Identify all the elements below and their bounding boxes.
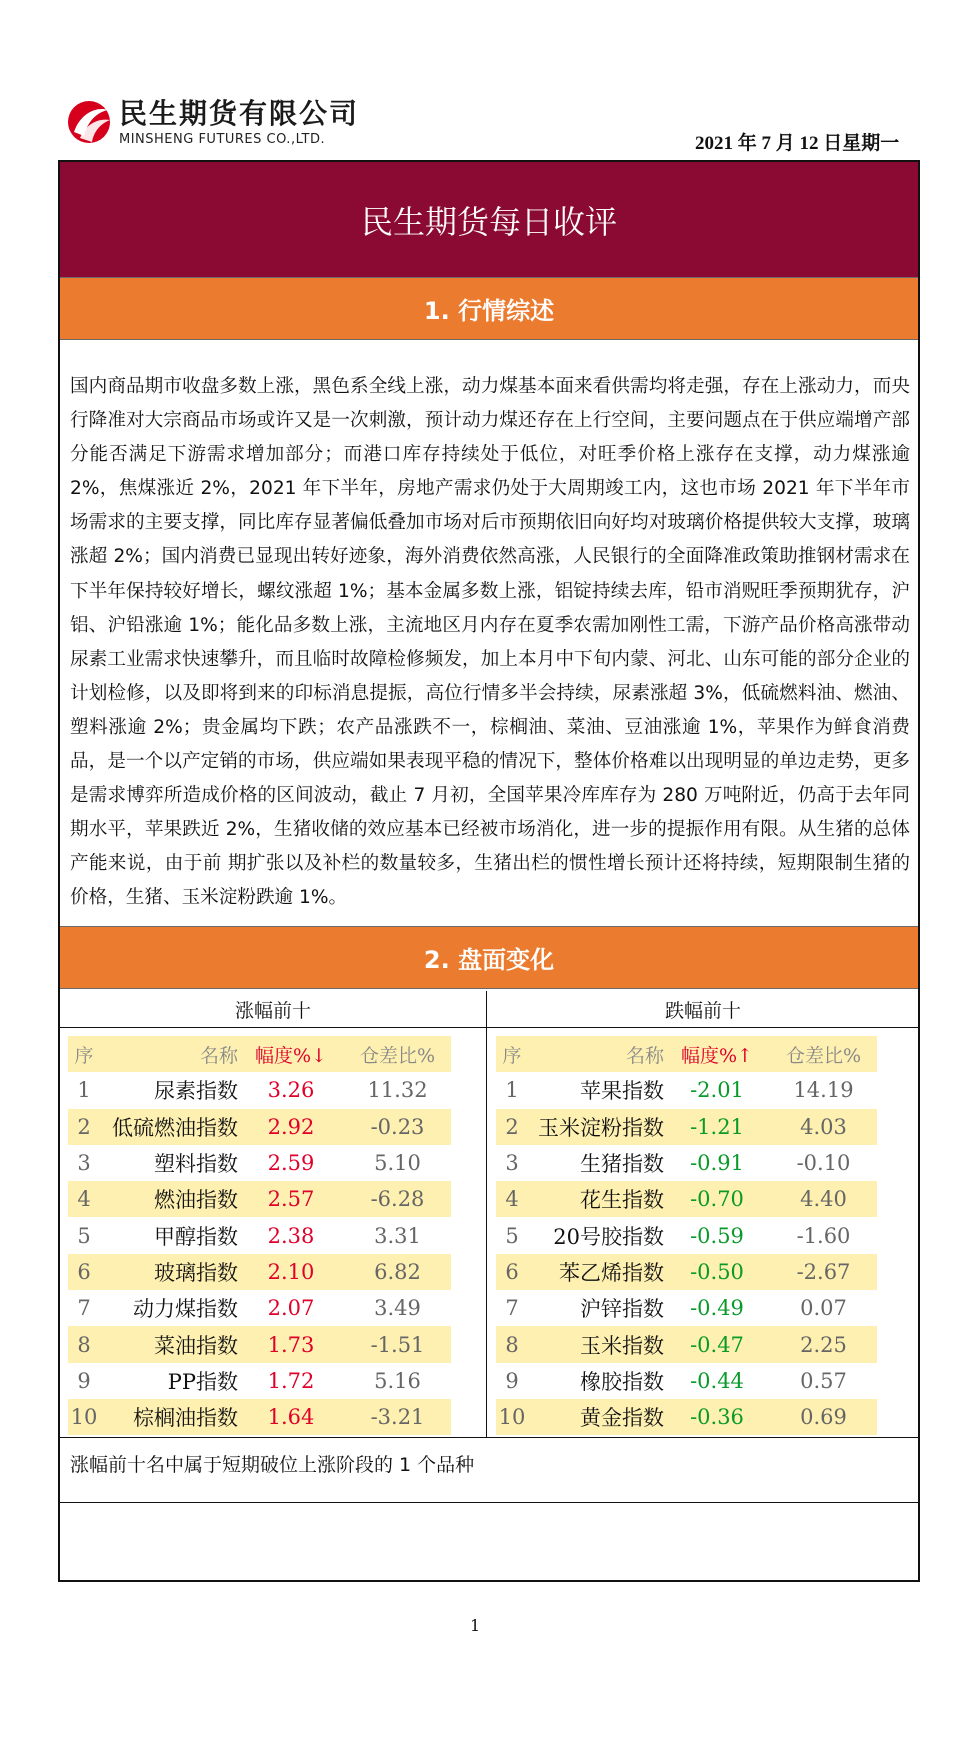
col-no: 序	[496, 1036, 528, 1072]
table-row	[68, 1145, 451, 1181]
table-row	[496, 1290, 877, 1326]
row-name: 低硫燃油指数	[100, 1109, 238, 1145]
row-name: 苹果指数	[580, 1079, 664, 1104]
column-divider	[486, 991, 487, 1437]
row-number: 5	[505, 1223, 519, 1248]
section-board-changes-header: 2. 盘面变化	[60, 926, 918, 989]
row-number: 9	[505, 1368, 519, 1393]
divider	[60, 1027, 918, 1028]
row-number: 1	[505, 1078, 519, 1103]
section-market-summary-header: 1. 行情综述	[60, 277, 918, 340]
row-name: 黄金指数	[528, 1399, 664, 1435]
row-number: 10	[68, 1399, 100, 1435]
row-oi-ratio: 0.57	[800, 1368, 847, 1393]
row-name: 苯乙烯指数	[528, 1254, 664, 1290]
row-number: 2	[496, 1109, 528, 1145]
row-number: 8	[68, 1326, 100, 1362]
row-name: 沪锌指数	[580, 1297, 664, 1322]
row-name: 生猪指数	[580, 1152, 664, 1177]
row-oi-ratio: -2.67	[770, 1254, 877, 1290]
gainers-title: 涨幅前十	[234, 999, 311, 1022]
row-oi-ratio: 2.25	[770, 1326, 877, 1362]
row-oi-ratio: 0.69	[770, 1399, 877, 1435]
row-oi-ratio: -3.21	[344, 1399, 451, 1435]
row-change: -1.21	[664, 1109, 770, 1145]
col-change: 幅度%↑	[664, 1036, 770, 1072]
row-change: 2.38	[267, 1223, 315, 1248]
row-change: -0.70	[664, 1181, 770, 1217]
row-change: 2.59	[267, 1151, 315, 1176]
col-change: 幅度%↓	[238, 1036, 344, 1072]
row-change: -0.47	[664, 1326, 770, 1362]
row-name: 棕榈油指数	[100, 1399, 238, 1435]
row-number: 3	[77, 1151, 91, 1176]
row-name: 塑料指数	[154, 1152, 238, 1177]
table-row	[496, 1217, 877, 1253]
divider	[60, 1502, 918, 1503]
row-change: -0.44	[690, 1368, 744, 1393]
row-change: 2.92	[238, 1109, 344, 1145]
row-name: PP指数	[167, 1369, 238, 1394]
col-oi-ratio: 仓差比%	[770, 1036, 877, 1072]
row-name: 橡胶指数	[580, 1369, 664, 1394]
row-change: 2.57	[238, 1181, 344, 1217]
row-oi-ratio: 4.03	[770, 1109, 877, 1145]
row-change: 2.10	[238, 1254, 344, 1290]
row-change: -0.59	[690, 1223, 744, 1248]
row-number: 5	[77, 1223, 91, 1248]
report-title: 民生期货每日收评	[60, 162, 918, 277]
row-number: 8	[496, 1326, 528, 1362]
row-name: 20号胶指数	[553, 1224, 664, 1249]
divider	[60, 1437, 918, 1438]
minsheng-logo-icon	[66, 92, 112, 152]
company-logo	[66, 92, 366, 152]
row-oi-ratio: -0.10	[796, 1151, 851, 1176]
row-number: 7	[77, 1296, 91, 1321]
row-number: 6	[68, 1254, 100, 1290]
losers-title: 跌幅前十	[664, 999, 741, 1022]
table-row	[68, 1254, 451, 1290]
row-oi-ratio: 11.32	[367, 1078, 428, 1103]
row-change: 2.07	[267, 1296, 315, 1321]
row-name: 甲醇指数	[154, 1224, 238, 1249]
row-oi-ratio: -0.23	[344, 1109, 451, 1145]
table-row	[496, 1145, 877, 1181]
row-number: 3	[505, 1151, 519, 1176]
row-number: 2	[68, 1109, 100, 1145]
gainers-table	[68, 1036, 451, 1435]
row-change: 1.73	[238, 1326, 344, 1362]
table-row	[68, 1181, 451, 1217]
col-name: 名称	[100, 1036, 238, 1072]
row-oi-ratio: 14.19	[793, 1078, 854, 1103]
market-summary-text: 国内商品期市收盘多数上涨，黑色系全线上涨，动力煤基本面来看供需均将走强，存在上涨动力，而央行降准对大宗商品市场或许又是一次刺激，预计动力煤还存在上行空间，主要问题点在于供应端增产部分能否满足下游需求增加部分；而港口库存持续处于低位，对旺季价格上涨存在支撑，动力煤涨逾 2%，焦煤涨近 2%，2021 年下半年，房地产需求仍处于大周期竣工内，这也市场 2021 年下半年市场需求的主要支撑，同比库存显著偏低叠加市场对后市预期依旧向好均对玻璃价格提供较大支撑，玻璃涨超 2%；国内消费已显现出转好迹象，海外消费依然高涨，人民银行的全面降准政策助推钢材需求在下半年保持较好增长，螺纹涨超 1%；基本金属多数上涨，铝锭持续去库，铅市消贶旺季预期犹存，沪铝、沪铅涨逾 1%；能化品多数上涨，主流地区月内存在夏季农需加刚性工需，下游产品价格高涨带动尿素工业需求快速攀升，而且临时故障检修频发，加上本月中下旬内蒙、河北、山东可能的部分企业的计划检修，以及即将到来的印标消息提振，高位行情多半会持续，尿素涨超 3%，低硫燃料油、燃油、塑料涨逾 2%；贵金属均下跌；农产品涨跌不一，棕榈油、菜油、豆油涨逾 1%，苹果作为鲜食消费品，是一个以产定销的市场，供应端如果表现平稳的情况下，整体价格难以出现明显的单边走势，更多是需求博弈所造成价格的区间波动，截止 7 月初，全国苹果冷库库存为 280 万吨附近，仍高于去年同期水平，苹果跌近 2%，生猪收储的效应基本已经被市场消化，进一步的提振作用有限。从生猪的总体产能来说，由于前 期扩张以及补栏的数量较多，生猪出栏的惯性增长预计还将持续，短期限制生猪的价格，生猪、玉米淀粉跌逾 1%。	[70, 376, 910, 909]
table-row	[68, 1399, 451, 1435]
row-oi-ratio: 6.82	[344, 1254, 451, 1290]
row-number: 6	[496, 1254, 528, 1290]
report-date: 2021 年 7 月 12 日星期一	[695, 133, 900, 154]
row-name: 玉米指数	[528, 1326, 664, 1362]
row-number: 9	[77, 1368, 91, 1393]
row-name: 尿素指数	[154, 1079, 238, 1104]
table-row	[68, 1217, 451, 1253]
table-row	[496, 1399, 877, 1435]
table-row	[496, 1072, 877, 1108]
col-oi-ratio: 仓差比%	[344, 1036, 451, 1072]
logo-company-name-en: MINSHENG FUTURES CO.,LTD.	[119, 132, 326, 147]
losers-table	[496, 1036, 877, 1435]
table-row	[68, 1290, 451, 1326]
row-oi-ratio: 0.07	[800, 1296, 847, 1321]
row-change: -0.50	[664, 1254, 770, 1290]
row-change: -0.91	[690, 1151, 744, 1176]
table-row	[496, 1254, 877, 1290]
row-change: 1.72	[267, 1368, 315, 1393]
table-row	[68, 1363, 451, 1399]
row-oi-ratio: -1.51	[344, 1326, 451, 1362]
breakout-note: 涨幅前十名中属于短期破位上涨阶段的 1 个品种	[70, 1454, 475, 1476]
row-name: 菜油指数	[100, 1326, 238, 1362]
table-row	[496, 1109, 877, 1145]
row-change: -0.49	[690, 1296, 744, 1321]
row-number: 4	[68, 1181, 100, 1217]
row-oi-ratio: -6.28	[344, 1181, 451, 1217]
row-number: 10	[496, 1399, 528, 1435]
row-oi-ratio: 3.31	[374, 1223, 421, 1248]
row-oi-ratio: 5.10	[374, 1151, 421, 1176]
row-number: 4	[496, 1181, 528, 1217]
gainers-header-row	[68, 1036, 451, 1072]
row-oi-ratio: -1.60	[796, 1223, 851, 1248]
row-name: 玻璃指数	[100, 1254, 238, 1290]
row-name: 动力煤指数	[133, 1297, 238, 1322]
col-no: 序	[68, 1036, 100, 1072]
row-number: 1	[77, 1078, 91, 1103]
table-row	[68, 1326, 451, 1362]
table-row	[68, 1072, 451, 1108]
row-oi-ratio: 4.40	[770, 1181, 877, 1217]
row-change: -2.01	[690, 1078, 744, 1103]
row-name: 花生指数	[528, 1181, 664, 1217]
row-number: 7	[505, 1296, 519, 1321]
report-frame	[58, 160, 920, 1582]
row-change: -0.36	[664, 1399, 770, 1435]
col-name: 名称	[528, 1036, 664, 1072]
row-change: 3.26	[267, 1078, 315, 1103]
page-number: 1	[470, 1616, 481, 1635]
logo-company-name-cn: 民生期货有限公司	[119, 97, 360, 130]
losers-header-row	[496, 1036, 877, 1072]
table-row	[496, 1363, 877, 1399]
table-row	[68, 1109, 451, 1145]
row-name: 燃油指数	[100, 1181, 238, 1217]
row-name: 玉米淀粉指数	[528, 1109, 664, 1145]
row-change: 1.64	[238, 1399, 344, 1435]
row-oi-ratio: 5.16	[374, 1368, 421, 1393]
table-row	[496, 1181, 877, 1217]
row-oi-ratio: 3.49	[374, 1296, 421, 1321]
table-row	[496, 1326, 877, 1362]
